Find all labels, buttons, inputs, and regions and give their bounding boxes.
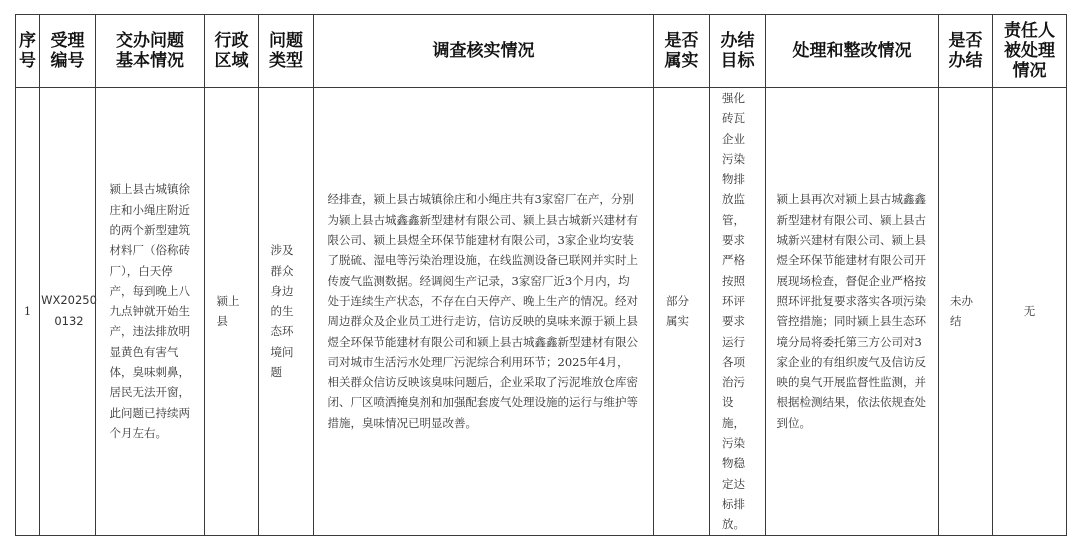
header-is-closed: 是否办结 <box>939 15 993 88</box>
case-table <box>15 14 1067 536</box>
header-receipt-no: 受理编号 <box>40 15 96 88</box>
cell-is-true: 部分属实 <box>654 88 710 536</box>
table-row <box>16 88 1067 536</box>
cell-seq: 1 <box>16 88 40 536</box>
cell-issue: 颍上县古城镇徐庄和小绳庄附近的两个新型建筑材料厂（俗称砖厂），白天停产，每到晚上八九点钟就开始生产，违法排放明显黄色有害气体，臭味刺鼻，居民无法开窗，此问题已持续两个月左右。 <box>96 88 205 536</box>
header-issue-type: 问题类型 <box>259 15 314 88</box>
cell-is-closed: 未办结 <box>939 88 993 536</box>
cell-goal: 强化砖瓦企业污染物排放监管，要求严格按照环评要求运行各项治污设施，污染物稳定达标排放。 <box>710 88 766 536</box>
header-handling: 处理和整改情况 <box>766 15 939 88</box>
cell-investigation: 经排查，颍上县古城镇徐庄和小绳庄共有3家窑厂在产，分别为颍上县古城鑫鑫新型建材有限公司、颍上县古城新兴建材有限公司、颍上县煜全环保节能建材有限公司，3家企业均安装了脱硫、湿电等污染治理设施，在线监测设备已联网并实时上传废气监测数据。经调阅生产记录，3家窑厂近3个月内，均处于连续生产状态，不存在白天停产、晚上生产的情况。经对周边群众及企业员工进行走访，信访反映的臭味来源于颍上县煜全环保节能建材有限公司和颍上县古城鑫鑫新型建材有限公司对城市生活污水处理厂污泥综合利用环节；2025年4月，相关群众信访反映该臭味问题后，企业采取了污泥堆放仓库密闭、厂区喷洒掩臭剂和加强配套废气处理设施的运行与维护等措施，臭味情况已明显改善。 <box>314 88 654 536</box>
cell-accountability: 无 <box>993 88 1067 536</box>
header-goal: 办结目标 <box>710 15 766 88</box>
header-is-true: 是否属实 <box>654 15 710 88</box>
header-issue: 交办问题基本情况 <box>96 15 205 88</box>
header-accountability: 责任人被处理情况 <box>993 15 1067 88</box>
cell-handling: 颍上县再次对颍上县古城鑫鑫新型建材有限公司、颍上县古城新兴建材有限公司、颍上县煜全环保节能建材有限公司开展现场检查，督促企业严格按照环评批复要求落实各项污染管控措施；同时颍上县生态环境分局将委托第三方公司对3家企业的有组织废气及信访反映的臭气开展监督性监测，并根据检测结果，依法依规查处到位。 <box>766 88 939 536</box>
report-sheet <box>15 14 1067 536</box>
cell-issue-type: 涉及群众身边的生态环境问题 <box>259 88 314 536</box>
cell-region: 颍上县 <box>205 88 259 536</box>
header-seq: 序号 <box>16 15 40 88</box>
header-investigation: 调查核实情况 <box>314 15 654 88</box>
cell-receipt-no: WX202500132 <box>40 88 96 536</box>
header-row <box>16 15 1067 88</box>
header-region: 行政区域 <box>205 15 259 88</box>
